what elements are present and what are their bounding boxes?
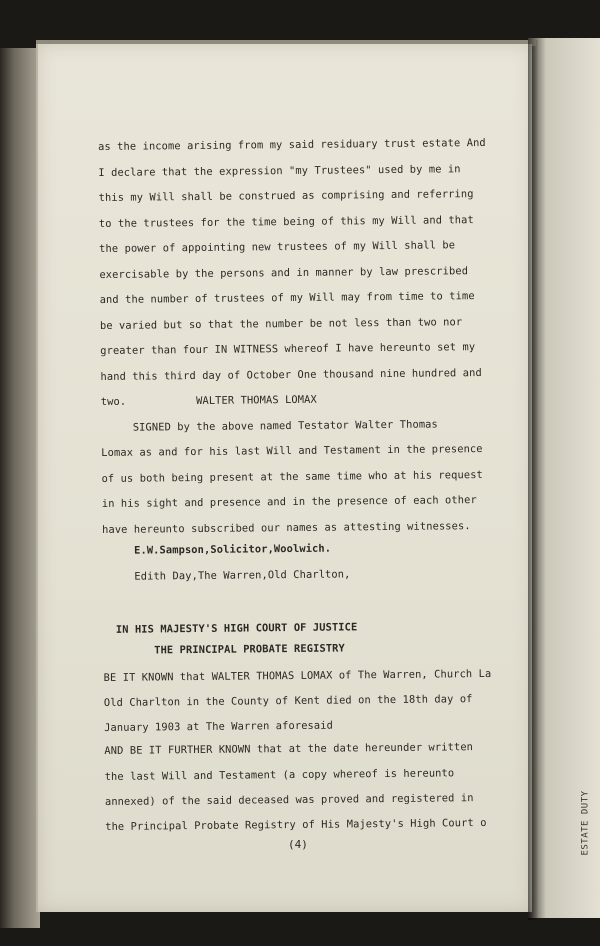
text-line: have hereunto subscribed our names as attesting witnesses.	[102, 519, 471, 536]
witness-line: Edith Day,The Warren,Old Charlton,	[102, 568, 351, 583]
text-line: the Principal Probate Registry of His Majesty's High Court o	[105, 816, 487, 833]
text-line: and the number of trustees of my Will may from time to time	[99, 290, 475, 306]
text-line: the power of appointing new trustees of my Will shall be	[99, 239, 456, 255]
text-line: exercisable by the persons and in manner by law prescribed	[99, 264, 469, 281]
text-line: SIGNED by the above named Testator Walter Thomas	[100, 417, 438, 434]
text-line: hand this third day of October One thousand nine hundred and	[100, 366, 482, 383]
text-line: in his sight and presence and in the presence of each other	[101, 494, 477, 510]
witness-line: E.W.Sampson,Solicitor,Woolwich.	[102, 542, 332, 557]
text-line: greater than four IN WITNESS whereof I have hereunto set my	[100, 341, 476, 357]
text-line: the last Will and Testament (a copy whereof is hereunto	[104, 767, 455, 783]
text-line: AND BE IT FURTHER KNOWN that at the date hereunder written	[104, 741, 474, 757]
text-line: of us both being present at the same time who at his request	[101, 468, 483, 485]
text-line: to the trustees for the time being of this my Will and that	[98, 213, 474, 230]
text-line: I declare that the expression "my Trustees" used by me in	[98, 162, 461, 179]
binding-shadow	[528, 40, 538, 920]
signature-line: two. WALTER THOMAS LOMAX	[100, 393, 317, 408]
text-line: annexed) of the said deceased was proved and registered in	[104, 792, 474, 808]
estate-duty-label: ESTATE DUTY	[581, 790, 592, 856]
text-line: Old Charlton in the County of Kent died on the 18th day of	[103, 693, 473, 709]
page-number: (4)	[288, 838, 308, 851]
left-page-edge	[0, 48, 40, 928]
text-line: Lomax as and for his last Will and Testament in the presence	[101, 442, 483, 459]
text-line: January 1903 at The Warren aforesaid	[104, 719, 334, 734]
text-line: be varied but so that the number be not less than two nor	[99, 315, 463, 332]
estate-duty-stamp	[576, 778, 596, 868]
registry-heading: THE PRINCIPAL PROBATE REGISTRY	[103, 642, 345, 657]
text-line: BE IT KNOWN that WALTER THOMAS LOMAX of The Warren, Church La	[103, 667, 492, 684]
text-line: as the income arising from my said residuary trust estate And	[98, 136, 486, 153]
court-heading: IN HIS MAJESTY'S HIGH COURT OF JUSTICE	[103, 621, 358, 636]
text-line: this my Will shall be construed as comprising and referring	[98, 188, 474, 204]
